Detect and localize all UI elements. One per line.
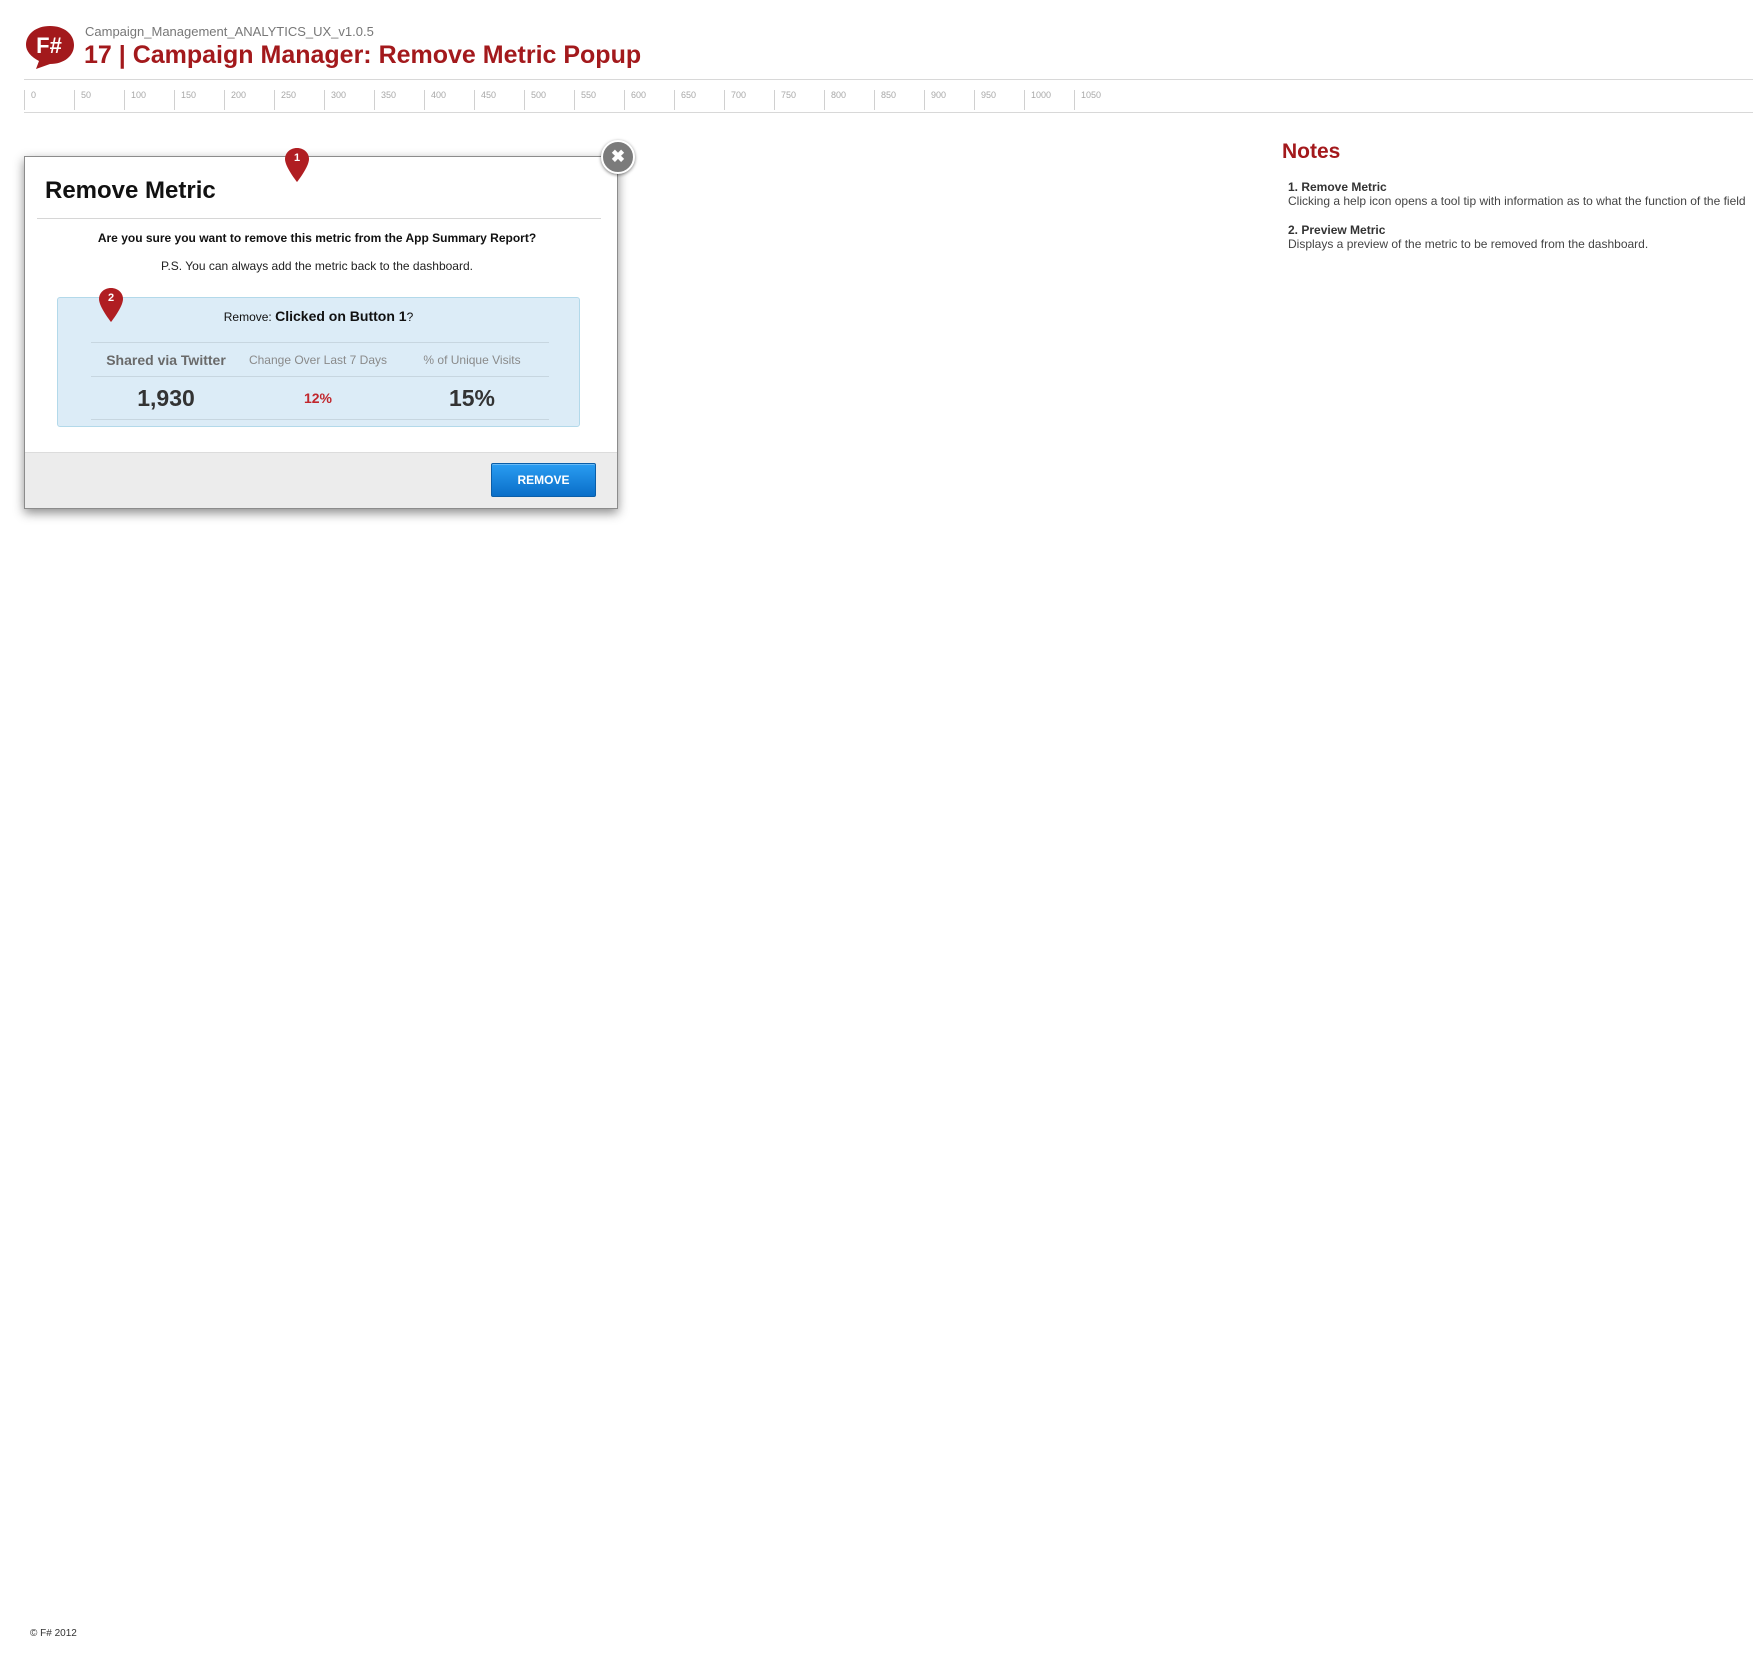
remove-metric-line <box>58 308 579 324</box>
remove-button[interactable]: REMOVE <box>491 463 596 497</box>
ruler-tick: 450 <box>474 90 496 110</box>
note-text: Displays a preview of the metric to be removed from the dashboard. <box>1288 237 1649 251</box>
ruler-tick: 150 <box>174 90 196 110</box>
confirm-question: Are you sure you want to remove this metric from the App Summary Report? <box>97 231 537 245</box>
marker-number: 1 <box>293 152 301 164</box>
ruler-tick: 500 <box>524 90 546 110</box>
ruler-tick: 900 <box>924 90 946 110</box>
ps-note: P.S. You can always add the metric back to the dashboard. <box>161 259 473 273</box>
metric-header-row <box>91 342 549 376</box>
header-divider <box>24 79 1753 80</box>
column-shared-via-twitter: Shared via Twitter <box>106 351 226 368</box>
ruler-tick: 600 <box>624 90 646 110</box>
dialog-title: Remove Metric <box>45 177 216 204</box>
close-icon[interactable]: ✖ <box>601 140 635 174</box>
ruler-tick: 400 <box>424 90 446 110</box>
marker-number: 2 <box>107 292 115 304</box>
remove-prefix: Remove: <box>223 310 276 324</box>
ruler-tick: 700 <box>724 90 746 110</box>
shared-count-value: 1,930 <box>137 384 195 411</box>
ruler-tick: 300 <box>324 90 346 110</box>
notes-title: Notes <box>1282 140 1341 163</box>
metric-name: Clicked on Button 1 <box>275 308 407 324</box>
document-name: Campaign_Management_ANALYTICS_UX_v1.0.5 <box>85 24 374 39</box>
ruler-tick: 950 <box>974 90 996 110</box>
ruler-tick: 850 <box>874 90 896 110</box>
note-remove-metric <box>1288 180 1746 208</box>
note-heading: 2. Preview Metric <box>1288 223 1386 237</box>
ruler-tick: 0 <box>24 90 36 110</box>
annotation-marker-1 <box>284 147 310 183</box>
note-preview-metric <box>1288 223 1648 251</box>
note-heading: 1. Remove Metric <box>1288 180 1387 194</box>
annotation-marker-2 <box>98 287 124 323</box>
ruler-tick: 1050 <box>1074 90 1101 110</box>
dialog-footer <box>25 452 617 508</box>
page-title: 17 | Campaign Manager: Remove Metric Popup <box>84 41 642 69</box>
svg-text:F#: F# <box>36 33 62 58</box>
change-value: 12% <box>303 390 333 406</box>
ruler-tick: 650 <box>674 90 696 110</box>
metric-values-row <box>91 376 549 420</box>
ruler-tick: 1000 <box>1024 90 1051 110</box>
ruler-tick: 350 <box>374 90 396 110</box>
remove-metric-dialog <box>24 156 618 509</box>
ruler-tick: 100 <box>124 90 146 110</box>
ruler-tick: 750 <box>774 90 796 110</box>
ruler-tick: 200 <box>224 90 246 110</box>
metric-preview-table <box>91 342 549 420</box>
column-change-over-7-days: Change Over Last 7 Days <box>248 352 388 367</box>
copyright: © F# 2012 <box>30 1628 77 1639</box>
metric-preview-panel <box>57 297 580 427</box>
column-unique-visits: % of Unique Visits <box>423 352 521 367</box>
ruler-tick: 800 <box>824 90 846 110</box>
ruler-tick: 50 <box>74 90 91 110</box>
ruler-tick: 250 <box>274 90 296 110</box>
unique-visits-value: 15% <box>448 384 496 411</box>
note-text: Clicking a help icon opens a tool tip with information as to what the function of the field <box>1288 194 1746 208</box>
remove-suffix: ? <box>406 310 414 324</box>
dialog-title-divider <box>37 218 601 219</box>
ruler-tick: 550 <box>574 90 596 110</box>
fsharp-logo <box>24 24 76 70</box>
pixel-ruler <box>24 88 1753 113</box>
